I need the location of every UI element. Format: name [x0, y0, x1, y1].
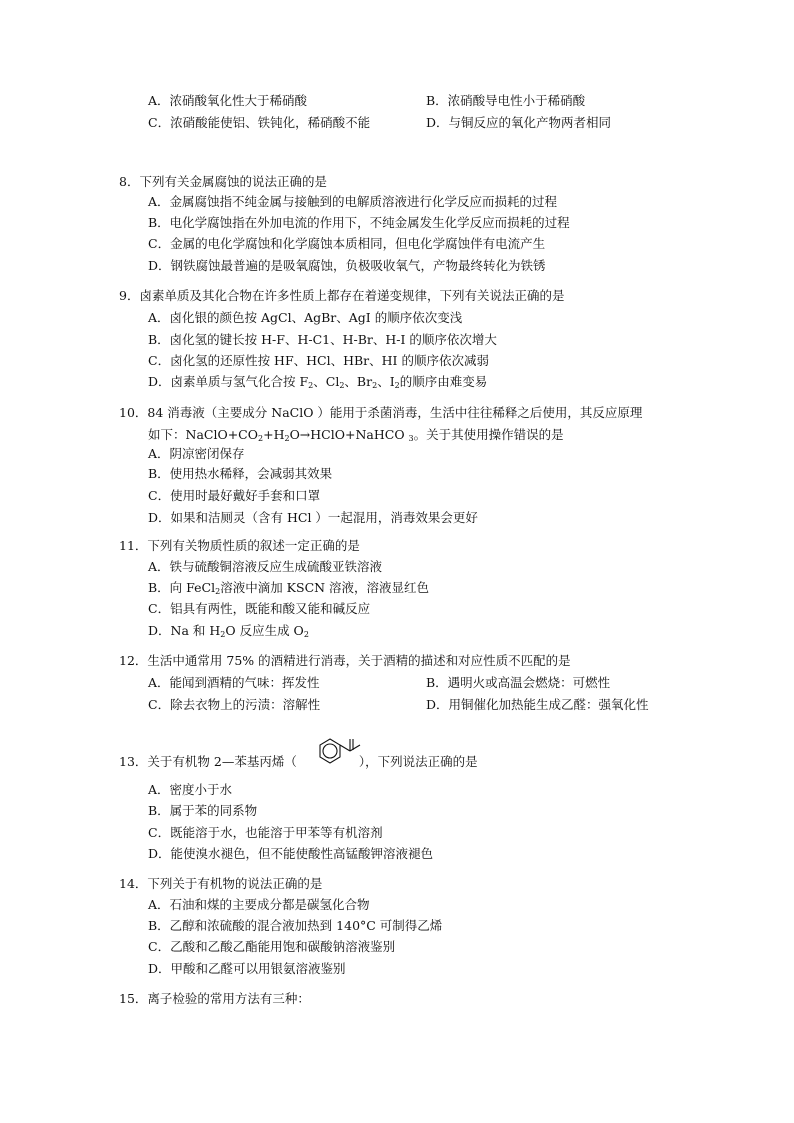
q13-option-c: C．既能溶于水，也能溶于甲苯等有机溶剂 [148, 825, 383, 840]
q8-option-d: D．钢铁腐蚀最普遍的是吸氧腐蚀，负极吸收氧气，产物最终转化为铁锈 [148, 258, 546, 273]
q10-option-a: A．阴凉密闭保存 [148, 446, 245, 461]
q10-option-b: B．使用热水稀释，会减弱其效果 [148, 466, 333, 481]
q12-stem: 12．生活中通常用 75% 的酒精进行消毒，关于酒精的描述和对应性质不匹配的是 [119, 653, 571, 668]
q10-stem-line1: 10．84 消毒液（主要成分 NaClO ）能用于杀菌消毒，生活中往往稀释之后使用，其反应原理 [119, 405, 643, 420]
q7-option-d: D．与铜反应的氧化产物两者相同 [426, 115, 612, 130]
q11-option-d: D．Na 和 $H_2O$ 反应生成 $O_2$ [148, 623, 309, 639]
q13-option-b: B．属于苯的同系物 [148, 803, 258, 818]
q14-option-d: D．甲酸和乙醛可以用银氨溶液鉴别 [148, 961, 346, 976]
q11-stem: 11．下列有关物质性质的叙述一定正确的是 [119, 538, 360, 553]
q10-option-c: C．使用时最好戴好手套和口罩 [148, 488, 321, 503]
q11-option-a: A．铁与硫酸铜溶液反应生成硫酸亚铁溶液 [148, 559, 383, 574]
q14-option-b: B．乙醇和浓硫酸的混合液加热到 140°C 可制得乙烯 [148, 918, 443, 933]
q13-stem: 13．关于有机物 2—苯基丙烯（ ），下列说法正确的是 [119, 754, 478, 769]
q14-stem: 14．下列关于有机物的说法正确的是 [119, 876, 323, 891]
q14-option-c: C．乙酸和乙酸乙酯能用饱和碳酸钠溶液鉴别 [148, 939, 396, 954]
q15-stem: 15．离子检验的常用方法有三种： [119, 991, 310, 1006]
q8-stem: 8．下列有关金属腐蚀的说法正确的是 [119, 174, 327, 189]
q13-option-d: D．能使溴水褪色，但不能使酸性高锰酸钾溶液褪色 [148, 846, 434, 861]
q7-option-c: C．浓硝酸能使铝、铁钝化，稀硝酸不能 [148, 115, 371, 130]
q12-option-a: A．能闻到酒精的气味：挥发性 [148, 675, 320, 690]
q7-option-b: B．浓硝酸导电性小于稀硝酸 [426, 93, 586, 108]
q9-stem: 9．卤素单质及其化合物在许多性质上都存在着递变规律，下列有关说法正确的是 [119, 288, 565, 303]
q12-option-d: D．用铜催化加热能生成乙醛：强氧化性 [426, 697, 649, 712]
phenylpropene-structure-icon [316, 733, 374, 773]
q7-option-a: A．浓硝酸氧化性大于稀硝酸 [148, 93, 308, 108]
q9-option-d: D．卤素单质与氢气化合按 $F_2$、$Cl_2$、$Br_2$、$I_2$的顺序由难变易 [148, 374, 488, 390]
q11-option-c: C．铝具有两性，既能和酸又能和碱反应 [148, 601, 371, 616]
q8-option-b: B．电化学腐蚀指在外加电流的作用下，不纯金属发生化学反应而损耗的过程 [148, 215, 570, 230]
q14-option-a: A．石油和煤的主要成分都是碳氢化合物 [148, 897, 370, 912]
q11-option-b: B．向 FeCl$_2$溶液中滴加 KSCN 溶液，溶液显红色 [148, 580, 430, 596]
q9-option-b: B．卤化氢的键长按 H-F、H-C1、H-Br、H-I 的顺序依次增大 [148, 332, 497, 347]
q10-stem-line2: 如下：$NaClO+CO_2+H_2O\to HClO+NaHCO$ $_3$。关于其使用操作错误的是 [148, 427, 564, 443]
q9-option-a: A．卤化银的颜色按 AgCl、AgBr、AgI 的顺序依次变浅 [148, 310, 463, 325]
q8-option-c: C．金属的电化学腐蚀和化学腐蚀本质相同，但电化学腐蚀伴有电流产生 [148, 236, 546, 251]
q8-option-a: A．金属腐蚀指不纯金属与接触到的电解质溶液进行化学反应而损耗的过程 [148, 194, 558, 209]
q9-option-c: C．卤化氢的还原性按 HF、HCl、HBr、HI 的顺序依次减弱 [148, 353, 489, 368]
q13-option-a: A．密度小于水 [148, 782, 233, 797]
q12-option-b: B．遇明火或高温会燃烧：可燃性 [426, 675, 611, 690]
q12-option-c: C．除去衣物上的污渍：溶解性 [148, 697, 321, 712]
q10-option-d: D．如果和洁厕灵（含有 HCl ）一起混用，消毒效果会更好 [148, 510, 478, 525]
